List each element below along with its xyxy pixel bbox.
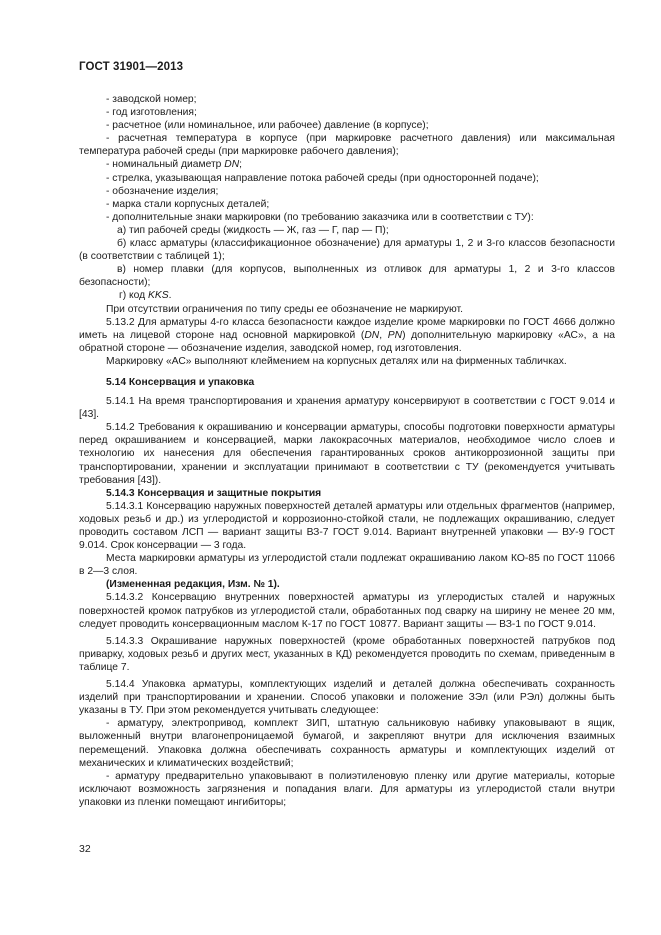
- marking-subitem-a: а) тип рабочей среды (жидкость — Ж, газ — Г, пар — П);: [117, 224, 389, 236]
- paragraph-bullet-film: - арматуру предварительно упаковывают в полиэтиленовую пленку или другие материалы, которые исключают возможность загрязнения и попадания влаги. Для арматуры из углеродистой стали внутри упаковки из пленки помещают ингибиторы;: [79, 770, 615, 808]
- text-run: ) дополнительную маркировку «АС», а на обратной стороне — обозначение изделия, заводской номер, год изготовления.: [79, 329, 615, 354]
- text-run: ,: [379, 329, 388, 341]
- paragraph-5-13-2: [79, 316, 615, 355]
- paragraph-5-14-3-1: 5.14.3.1 Консервацию наружных поверхностей деталей арматуры или отдельных фрагментов (например, ходовых резьб и др.) из углеродистой и коррозионно-стойкой стали, не подлежащих окрашиванию, следует проводить составом ЛСП — вариант защиты ВЗ-7 ГОСТ 9.014. Вариант внутренней упаковки — ВУ-9 ГОСТ 9.014. Срок консервации — 3 года.: [79, 500, 615, 552]
- text-run-italic: DN: [224, 159, 240, 171]
- amendment-note: (Измененная редакция, Изм. № 1).: [106, 579, 280, 591]
- text-run-italic: KKS: [148, 290, 169, 302]
- document-body: [79, 93, 615, 809]
- text-run: .: [168, 290, 172, 302]
- marking-item-designation: - обозначение изделия;: [106, 185, 219, 197]
- paragraph-5-14-2: 5.14.2 Требования к окрашиванию и консервации арматуры, способы подготовки поверхности арматуры перед окрашиванием и консервацией, марки лакокрасочных материалов, необходимое число слоев и технологию их нанесения для обеспечения гарантированных сроков антикоррозионной защиты при транспортировании, хранении и эксплуатации принимают в соответствии с ТУ (рекомендуется учитывать требования [43]).: [79, 422, 615, 486]
- text-run: - номинальный диаметр: [106, 159, 225, 171]
- marking-item-pressure: - расчетное (или номинальное, или рабочее) давление (в корпусе);: [106, 120, 429, 132]
- paragraph-bullet-packing-box: - арматуру, электропривод, комплект ЗИП, штатную сальниковую набивку упаковывают в ящик, выложенный внутри влагонепроницаемой бумагой, и закрепляют внутри для исключения взаимных перемещений. Упаковка должна обеспечивать сохранность арматуры и комплектующих изделий от механических и климатических воздействий;: [79, 718, 615, 769]
- marking-item-additional: - дополнительные знаки маркировки (по требованию заказчика или в соответствии с ТУ):: [106, 211, 534, 223]
- marking-subitem-g: [79, 289, 615, 302]
- paragraph-5-14-4: 5.14.4 Упаковка арматуры, комплектующих изделий и деталей должна обеспечивать сохранность изделий при транспортировании и хранении. Способ упаковки и положение ЗЭл (или РЭл) должны быть указаны в ТУ. При этом рекомендуется учитывать следующее:: [79, 679, 615, 717]
- marking-item-steel-grade: - марка стали корпусных деталей;: [106, 198, 270, 210]
- marking-subitem-v: в) номер плавки (для корпусов, выполненных из отливок для арматуры 1, 2 и 3-го классов безопасности);: [79, 264, 615, 289]
- paragraph-5-14-3-2: 5.14.3.2 Консервацию внутренних поверхностей арматуры из углеродистых сталей и наружных поверхностей кромок патрубков из углеродистой стали, обработанных под сварку на ширину не менее 20 мм, следует проводить консервационным маслом К-17 по ГОСТ 10877. Вариант защиты — ВЗ-1 по ГОСТ 9.014.: [79, 592, 615, 630]
- marking-item-year: - год изготовления;: [106, 107, 197, 119]
- text-run: ;: [239, 159, 243, 171]
- text-run: 5.13.2 Для арматуры 4-го класса безопасности каждое изделие кроме маркировки по ГОСТ 4666 должно иметь на лицевой стороне над основной маркировкой (: [79, 316, 615, 341]
- paragraph-ac-marking: Маркировку «АС» выполняют клеймением на корпусных деталях или на фирменных табличках.: [106, 355, 567, 367]
- paragraph-marking-places: Места маркировки арматуры из углеродистой стали подлежат окрашиванию лаком КО-85 по ГОСТ 11066 в 2—3 слоя.: [79, 553, 615, 578]
- subsection-title-5-14-3: 5.14.3 Консервация и защитные покрытия: [106, 487, 322, 499]
- section-title-5-14: 5.14 Консервация и упаковка: [106, 376, 255, 388]
- paragraph-5-14-3-3: 5.14.3.3 Окрашивание наружных поверхностей (кроме обработанных поверхностей патрубков под приварку, ходовых резьб и других мест, указанных в КД) рекомендуется проводить по схемам, приведенным в таблице 7.: [79, 635, 615, 673]
- marking-item-arrow: - стрелка, указывающая направление потока рабочей среды (при односторонней подаче);: [106, 172, 539, 184]
- document-header: ГОСТ 31901—2013: [79, 61, 184, 73]
- paragraph-5-14-1: 5.14.1 На время транспортирования и хранения арматуру консервируют в соответствии с ГОСТ 9.014 и [43].: [79, 396, 615, 421]
- text-run-italic: PN: [387, 329, 403, 341]
- paragraph-medium-note: При отсутствии ограничения по типу среды ее обозначение не маркируют.: [106, 303, 463, 315]
- text-run-italic: DN: [364, 329, 380, 341]
- text-run: г) код: [119, 290, 149, 302]
- page-number: 32: [79, 843, 91, 855]
- marking-subitem-b: б) класс арматуры (классификационное обозначение) для арматуры 1, 2 и 3-го классов безопасности (в соответствии с таблицей 1);: [79, 238, 615, 263]
- marking-item-diameter: [79, 158, 615, 171]
- marking-item-temperature: - расчетная температура в корпусе (при маркировке расчетного давления) или максимальная температура рабочей среды (при маркировке рабочего давления);: [79, 133, 615, 158]
- marking-item-serial: - заводской номер;: [106, 94, 197, 105]
